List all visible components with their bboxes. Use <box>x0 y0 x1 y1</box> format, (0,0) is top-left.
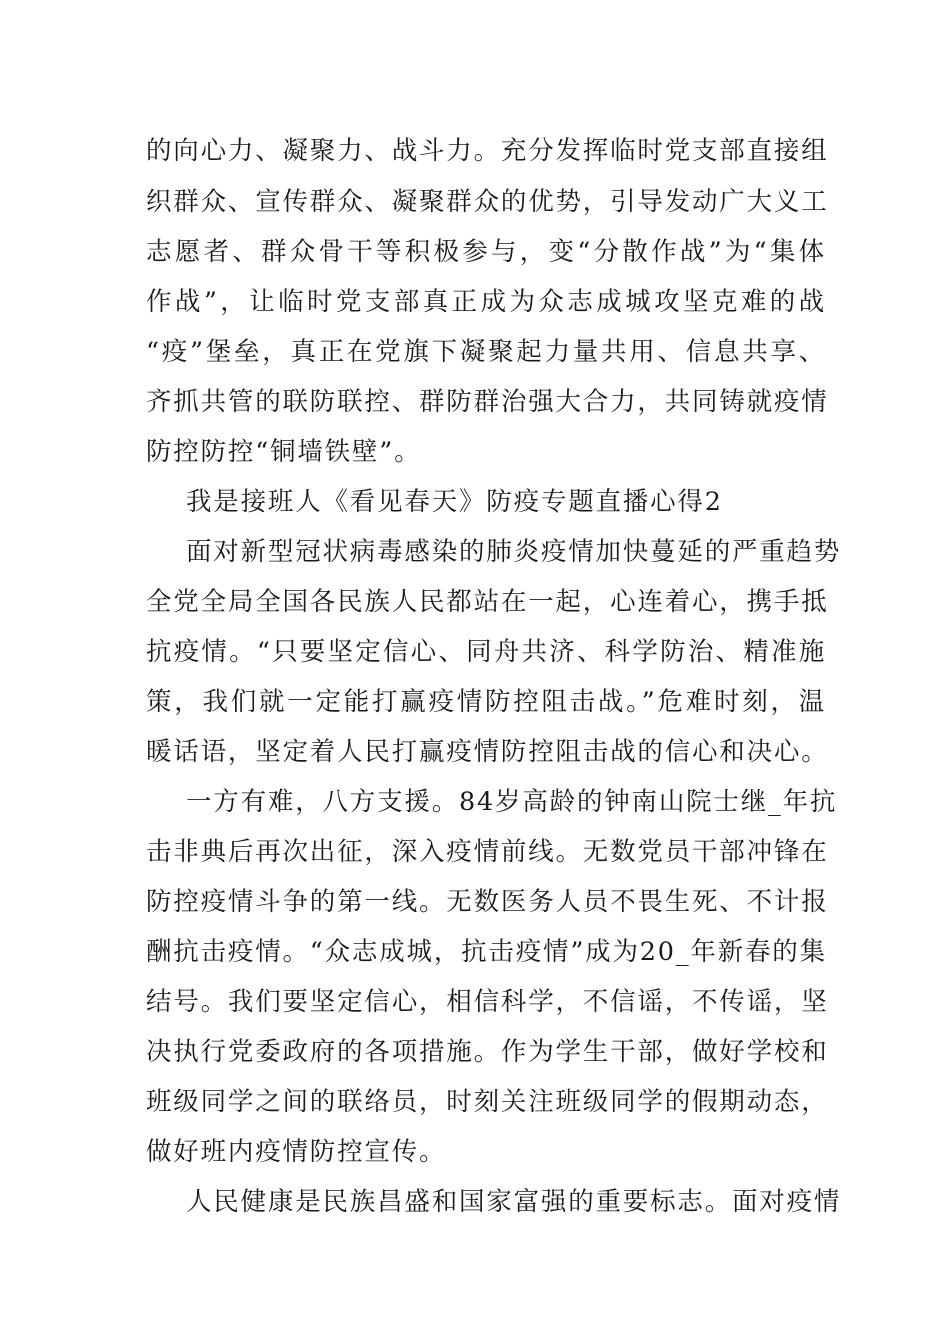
text-line: 决执行党委政府的各项措施。作为学生干部，做好学校和 <box>146 1037 829 1067</box>
text-line: 的向心力、凝聚力、战斗力。充分发挥临时党支部直接组 <box>146 136 829 166</box>
text-line: 酬抗击疫情。“众志成城，抗击疫情”成为20_年新春的集 <box>146 937 827 967</box>
text-line: 做好班内疫情防控宣传。 <box>146 1137 447 1167</box>
text-line: 一方有难，八方支援。84岁高龄的钟南山院士继_年抗 <box>186 787 838 817</box>
text-line: 志愿者、群众骨干等积极参与，变“分散作战”为“集体 <box>146 237 826 267</box>
text-line: 班级同学之间的联络员，时刻关注班级同学的假期动态， <box>146 1087 829 1117</box>
text-line: 面对新型冠状病毒感染的肺炎疫情加快蔓延的严重趋势 <box>186 537 842 567</box>
text-line: 防控防控“铜墙铁壁”。 <box>146 437 422 467</box>
text-line: 防控疫情斗争的第一线。无数医务人员不畏生死、不计报 <box>146 887 829 917</box>
text-line: 作战”，让临时党支部真正成为众志成城攻坚克难的战 <box>146 287 826 317</box>
text-line: 织群众、宣传群众、凝聚群众的优势，引导发动广大义工 <box>146 187 829 217</box>
section-heading: 我是接班人《看见春天》防疫专题直播心得2 <box>186 487 723 517</box>
text-line: 暖话语，坚定着人民打赢疫情防控阻击战的信心和决心。 <box>146 737 829 767</box>
text-line: “疫”堡垒，真正在党旗下凝聚起力量共用、信息共享、 <box>146 337 826 367</box>
text-line: 结号。我们要坚定信心，相信科学，不信谣，不传谣，坚 <box>146 987 829 1017</box>
text-line: 抗疫情。“只要坚定信心、同舟共济、科学防治、精准施 <box>146 637 826 667</box>
text-line: 齐抓共管的联防联控、群防群治强大合力，共同铸就疫情 <box>146 387 829 417</box>
text-line: 击非典后再次出征，深入疫情前线。无数党员干部冲锋在 <box>146 837 829 867</box>
text-line: 策，我们就一定能打赢疫情防控阻击战。”危难时刻，温 <box>146 687 826 717</box>
text-line: 全党全局全国各民族人民都站在一起，心连着心，携手抵 <box>146 587 829 617</box>
text-line: 人民健康是民族昌盛和国家富强的重要标志。面对疫情 <box>186 1187 842 1217</box>
